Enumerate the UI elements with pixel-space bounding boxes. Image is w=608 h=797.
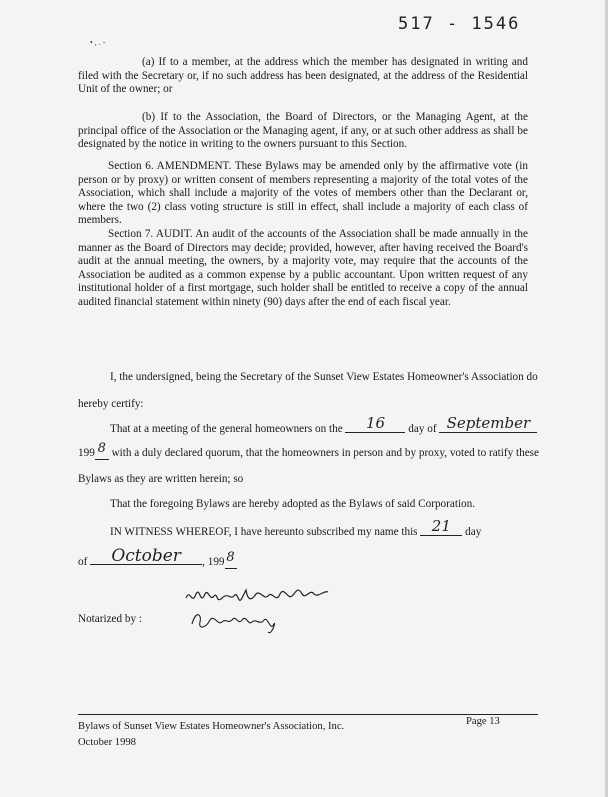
footer-page-number: Page 13 — [466, 716, 500, 727]
year-suffix: with a duly declared quorum, that the homeowners in person and by proxy, voted to ratify these — [111, 447, 539, 459]
meeting-month-handwritten: September — [446, 414, 531, 432]
meeting-line — [110, 414, 537, 435]
witness-date-line — [78, 546, 237, 569]
witness-day-blank — [420, 517, 462, 536]
paragraph-a: (a) If to a member, at the address which the member has designated in writing and filed with the Secretary or, if no such address has been designated, at the address of the Residential Unit of the owner; or — [78, 56, 528, 96]
witness-year-prefix: , 199 — [202, 556, 225, 568]
witness-suffix: day — [465, 526, 482, 538]
year-digit-blank — [95, 441, 109, 460]
paragraph-b: (b) If to the Association, the Board of Directors, or the Managing Agent, at the principal office of the Association or the Managing agent, if any, or at such other address as shall be designated by the notice in writing to the owners pursuant to this Section. — [78, 111, 528, 151]
scan-specks: • , . - — [90, 38, 106, 47]
section-7-audit: Section 7. AUDIT. An audit of the accounts of the Association shall be made annually in the manner as the Board of Directors may decide; provided, however, after having received the Board's audit at the annual meeting, the owners, by a majority vote, may require that the accounts of the Association be audited as a common expense by a public accountant. Upon written request of any institutional holder of a first mortgage, such holder shall be entitled to receive a copy of the annual audited financial statement within ninety (90) days after the end of each fiscal year. — [78, 228, 528, 308]
witness-line — [110, 517, 482, 538]
footer-rule — [78, 714, 538, 715]
year-prefix: 199 — [78, 447, 95, 459]
witness-month-blank — [90, 546, 202, 566]
meeting-month-blank — [439, 414, 537, 433]
year-digit-handwritten: 8 — [97, 441, 106, 456]
witness-year-handwritten: 8 — [226, 550, 235, 565]
footer-date: October 1998 — [78, 737, 136, 748]
witness-prefix: IN WITNESS WHEREOF, I have hereunto subscribed my name this — [110, 526, 418, 538]
meeting-day-of: day of — [408, 423, 437, 435]
meeting-day-blank — [345, 414, 405, 433]
witness-year-blank — [225, 550, 237, 569]
witness-day-handwritten: 21 — [431, 517, 451, 535]
as-written-line: Bylaws as they are written herein; so — [78, 473, 244, 485]
certify-line-2: hereby certify: — [78, 398, 144, 410]
section-6-amendment: Section 6. AMENDMENT. These Bylaws may be amended only by the affirmative vote (in person or by proxy) or written consent of members representing a majority of the total votes of the Association, which shall include a majority of the votes of members other than the Declarant or, where the two (2) class voting structure is still in effect, shall include a majority of each class of members. — [78, 160, 528, 227]
certify-line-1: I, the undersigned, being the Secretary of the Sunset View Estates Homeowner's Association do — [110, 371, 538, 383]
secretary-signature — [180, 580, 360, 640]
meeting-prefix: That at a meeting of the general homeowners on the — [110, 423, 343, 435]
notarized-label: Notarized by : — [78, 613, 142, 625]
year-line — [78, 441, 539, 460]
signature-icon — [180, 580, 360, 640]
adopted-line: That the foregoing Bylaws are hereby adopted as the Bylaws of said Corporation. — [110, 498, 476, 510]
of-label: of — [78, 556, 88, 568]
witness-month-handwritten: October — [111, 546, 181, 566]
document-stamp-number: 517 - 1546 — [398, 14, 521, 34]
meeting-day-handwritten: 16 — [365, 414, 386, 432]
footer-title: Bylaws of Sunset View Estates Homeowner's Association, Inc. — [78, 721, 345, 732]
